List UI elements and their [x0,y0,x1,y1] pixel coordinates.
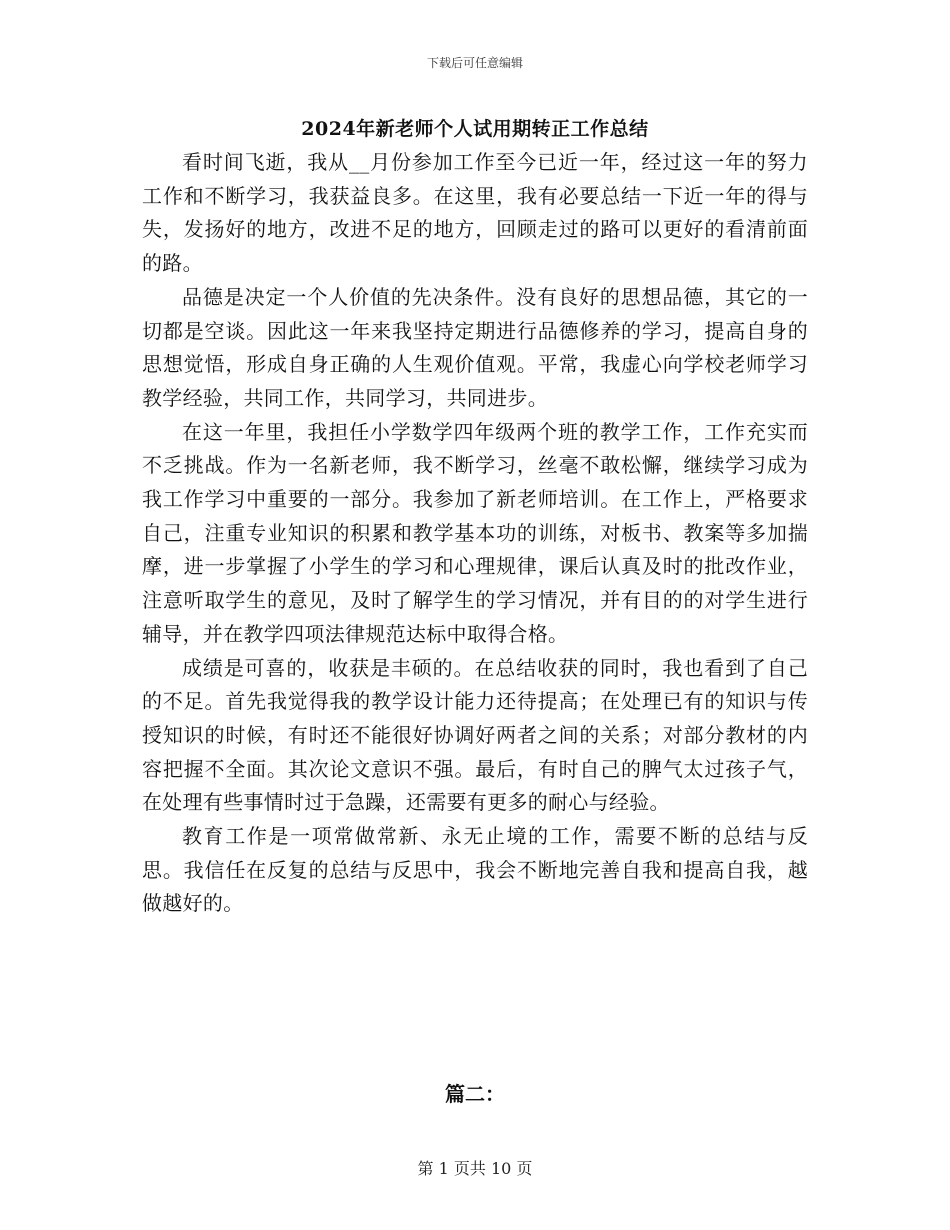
paragraph-1: 看时间飞逝，我从__月份参加工作至今已近一年，经过这一年的努力工作和不断学习，我获益良多。在这里，我有必要总结一下近一年的得与失，发扬好的地方，改进不足的地方，回顾走过的路可以更好的看清前面的路。 [142,150,808,276]
paragraph-3: 在这一年里，我担任小学数学四年级两个班的教学工作，工作充实而不乏挑战。作为一名新老师，我不断学习，丝毫不敢松懈，继续学习成为我工作学习中重要的一部分。我参加了新老师培训。在工作上，严格要求自己，注重专业知识的积累和教学基本功的训练，对板书、教案等多加揣摩，进一步掌握了小学生的学习和心理规律，课后认真及时的批改作业，注意听取学生的意见，及时了解学生的学习情况，并有目的的对学生进行辅导，并在教学四项法律规范达标中取得合格。 [142,419,808,646]
section-heading: 篇二： [445,1082,505,1106]
paragraph-5: 教育工作是一项常做常新、永无止境的工作，需要不断的总结与反思。我信任在反复的总结与反思中，我会不断地完善自我和提高自我，越做越好的。 [142,824,808,916]
page-footer: 第 1 页共 10 页 [417,1159,533,1178]
document-title: 2024年新老师个人试用期转正工作总结 [301,118,649,140]
paragraph-4: 成绩是可喜的，收获是丰硕的。在总结收获的同时，我也看到了自己的不足。首先我觉得我的教学设计能力还待提高；在处理已有的知识与传授知识的时候，有时还不能很好协调好两者之间的关系；对部分教材的内容把握不全面。其次论文意识不强。最后，有时自己的脾气太过孩子气，在处理有些事情时过于急躁，还需要有更多的耐心与经验。 [142,655,808,815]
header-note: 下载后可任意编辑 [426,56,523,70]
document-body [142,146,808,921]
paragraph-2: 品德是决定一个人价值的先决条件。没有良好的思想品德，其它的一切都是空谈。因此这一年来我坚持定期进行品德修养的学习，提高自身的思想觉悟，形成自身正确的人生观价值观。平常，我虚心向学校老师学习教学经验，共同工作，共同学习，共同进步。 [142,284,808,410]
